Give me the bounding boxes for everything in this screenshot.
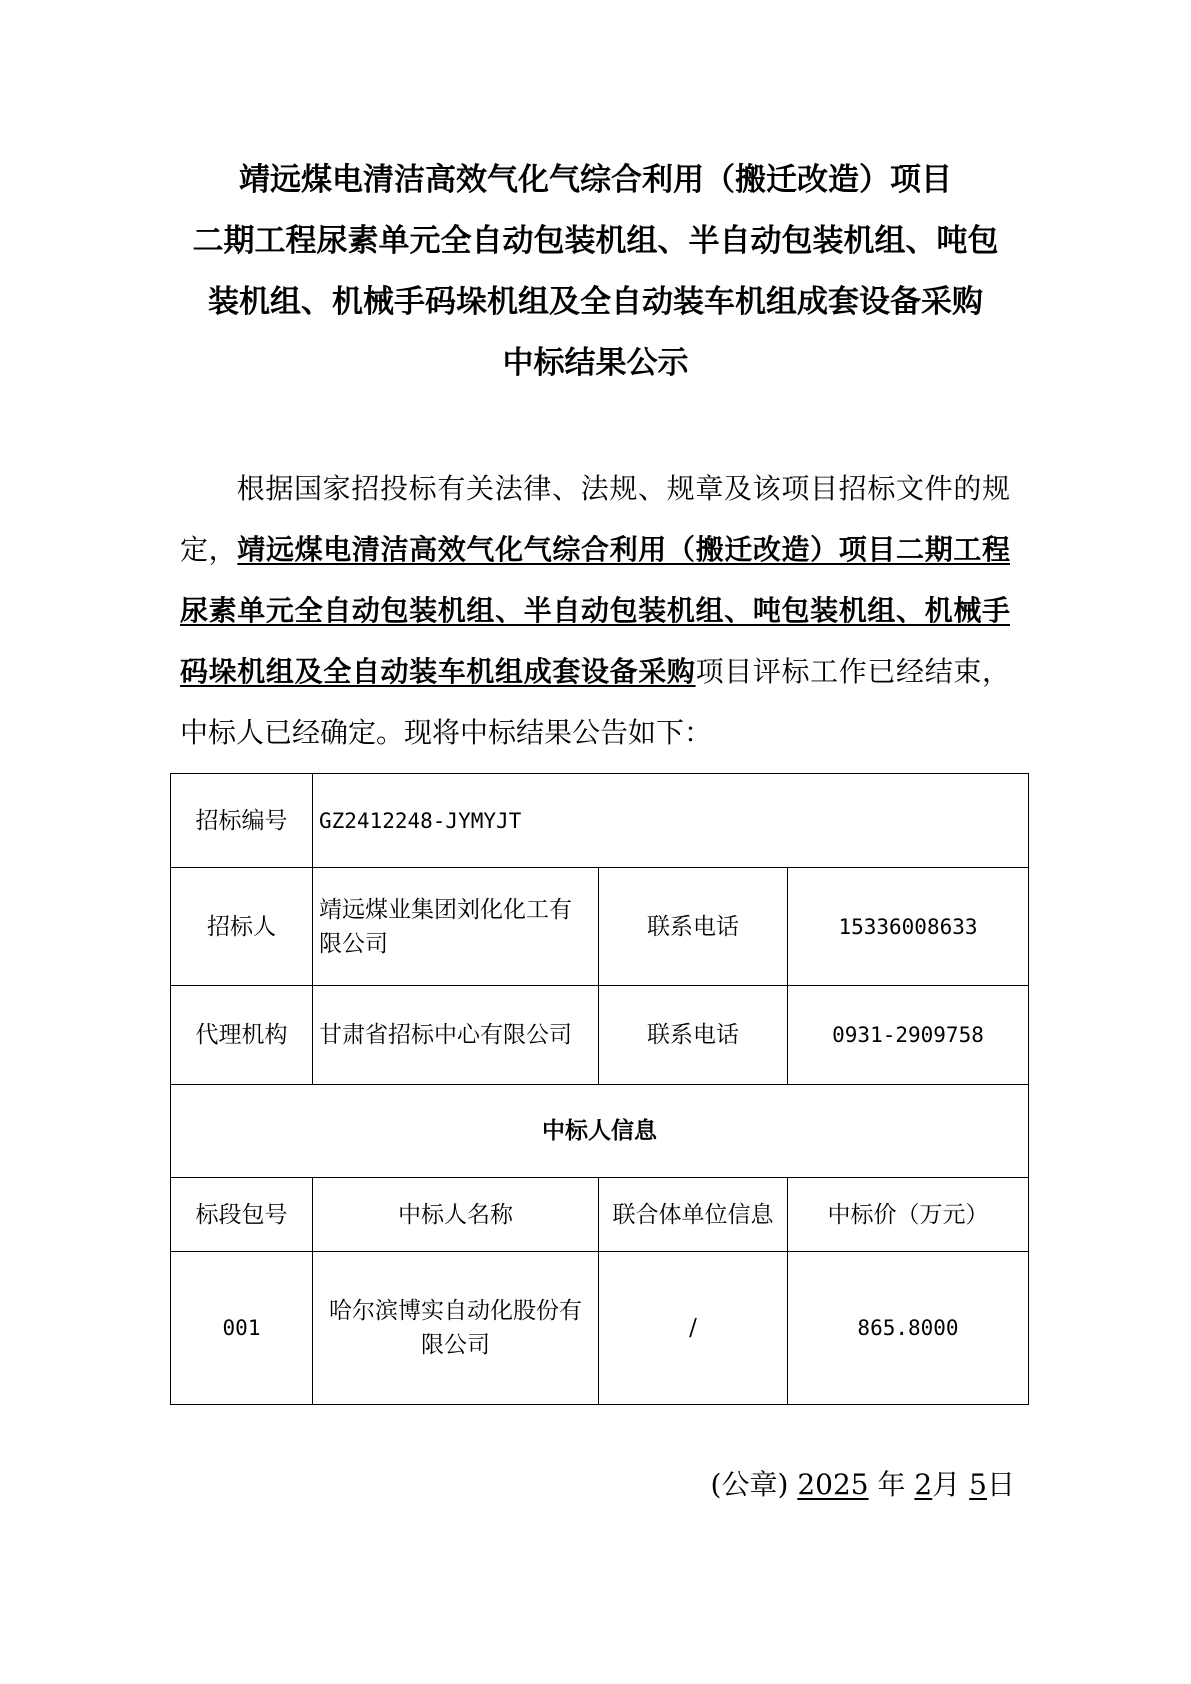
column-header: 联合体单位信息 (599, 1178, 788, 1252)
seal-label: (公章) (710, 1468, 789, 1501)
seal-date (711, 1463, 1015, 1503)
document-title (150, 150, 1041, 394)
title-line-3: 装机组、机械手码垛机组及全自动装车机组成套设备采购 (208, 284, 983, 320)
consortium-info: / (599, 1252, 788, 1405)
intro-prefix: 根据国家招投标有关法律、法规、规章及该项目招标文件的规定， (180, 472, 1010, 566)
tenderer-row (171, 868, 1029, 986)
tenderer-value: 靖远煤业集团刘化化工有限公司 (313, 868, 599, 986)
agency-row (171, 986, 1029, 1085)
column-header: 标段包号 (171, 1178, 313, 1252)
bid-number-value: GZ2412248-JYMYJT (313, 774, 1029, 868)
column-header: 中标价（万元） (788, 1178, 1029, 1252)
tenderer-phone-value: 15336008633 (788, 868, 1029, 986)
result-table (170, 773, 1029, 1405)
date-month: 2 (914, 1468, 933, 1501)
date-day-unit: 日 (986, 1468, 1015, 1501)
bid-number-row (171, 774, 1029, 868)
agency-phone-label: 联系电话 (599, 986, 788, 1085)
lot-number: 001 (171, 1252, 313, 1405)
agency-value: 甘肃省招标中心有限公司 (313, 986, 599, 1085)
tenderer-label: 招标人 (171, 868, 313, 986)
date-month-unit: 月 (932, 1468, 961, 1501)
winner-header-row (171, 1178, 1029, 1252)
winner-section-row (171, 1085, 1029, 1178)
agency-phone-value: 0931-2909758 (788, 986, 1029, 1085)
winner-section-header: 中标人信息 (171, 1085, 1029, 1178)
date-year-unit: 年 (877, 1468, 906, 1501)
title-line-4: 中标结果公示 (502, 345, 689, 381)
winner-name: 哈尔滨博实自动化股份有限公司 (313, 1252, 599, 1405)
bid-price: 865.8000 (788, 1252, 1029, 1405)
bid-number-label: 招标编号 (171, 774, 313, 868)
intro-paragraph (180, 458, 1010, 763)
column-header: 中标人名称 (313, 1178, 599, 1252)
tenderer-phone-label: 联系电话 (599, 868, 788, 986)
title-line-2: 二期工程尿素单元全自动包装机组、半自动包装机组、吨包 (192, 223, 999, 259)
agency-label: 代理机构 (171, 986, 313, 1085)
project-name: 靖远煤电清洁高效气化气综合利用（搬迁改造）项目二期工程尿素单元全自动包装机组、半自动包装机组、吨包装机组、机械手码垛机组及全自动装车机组成套设备采购 (180, 533, 1010, 688)
date-day: 5 (969, 1468, 987, 1501)
table-row (171, 1252, 1029, 1405)
title-line-1: 靖远煤电清洁高效气化气综合利用（搬迁改造）项目 (239, 162, 952, 198)
intro-suffix: 项目评标工作已经结束，中标人已经确定。现将中标结果公告如下： (180, 655, 1010, 749)
date-year: 2025 (797, 1468, 869, 1501)
